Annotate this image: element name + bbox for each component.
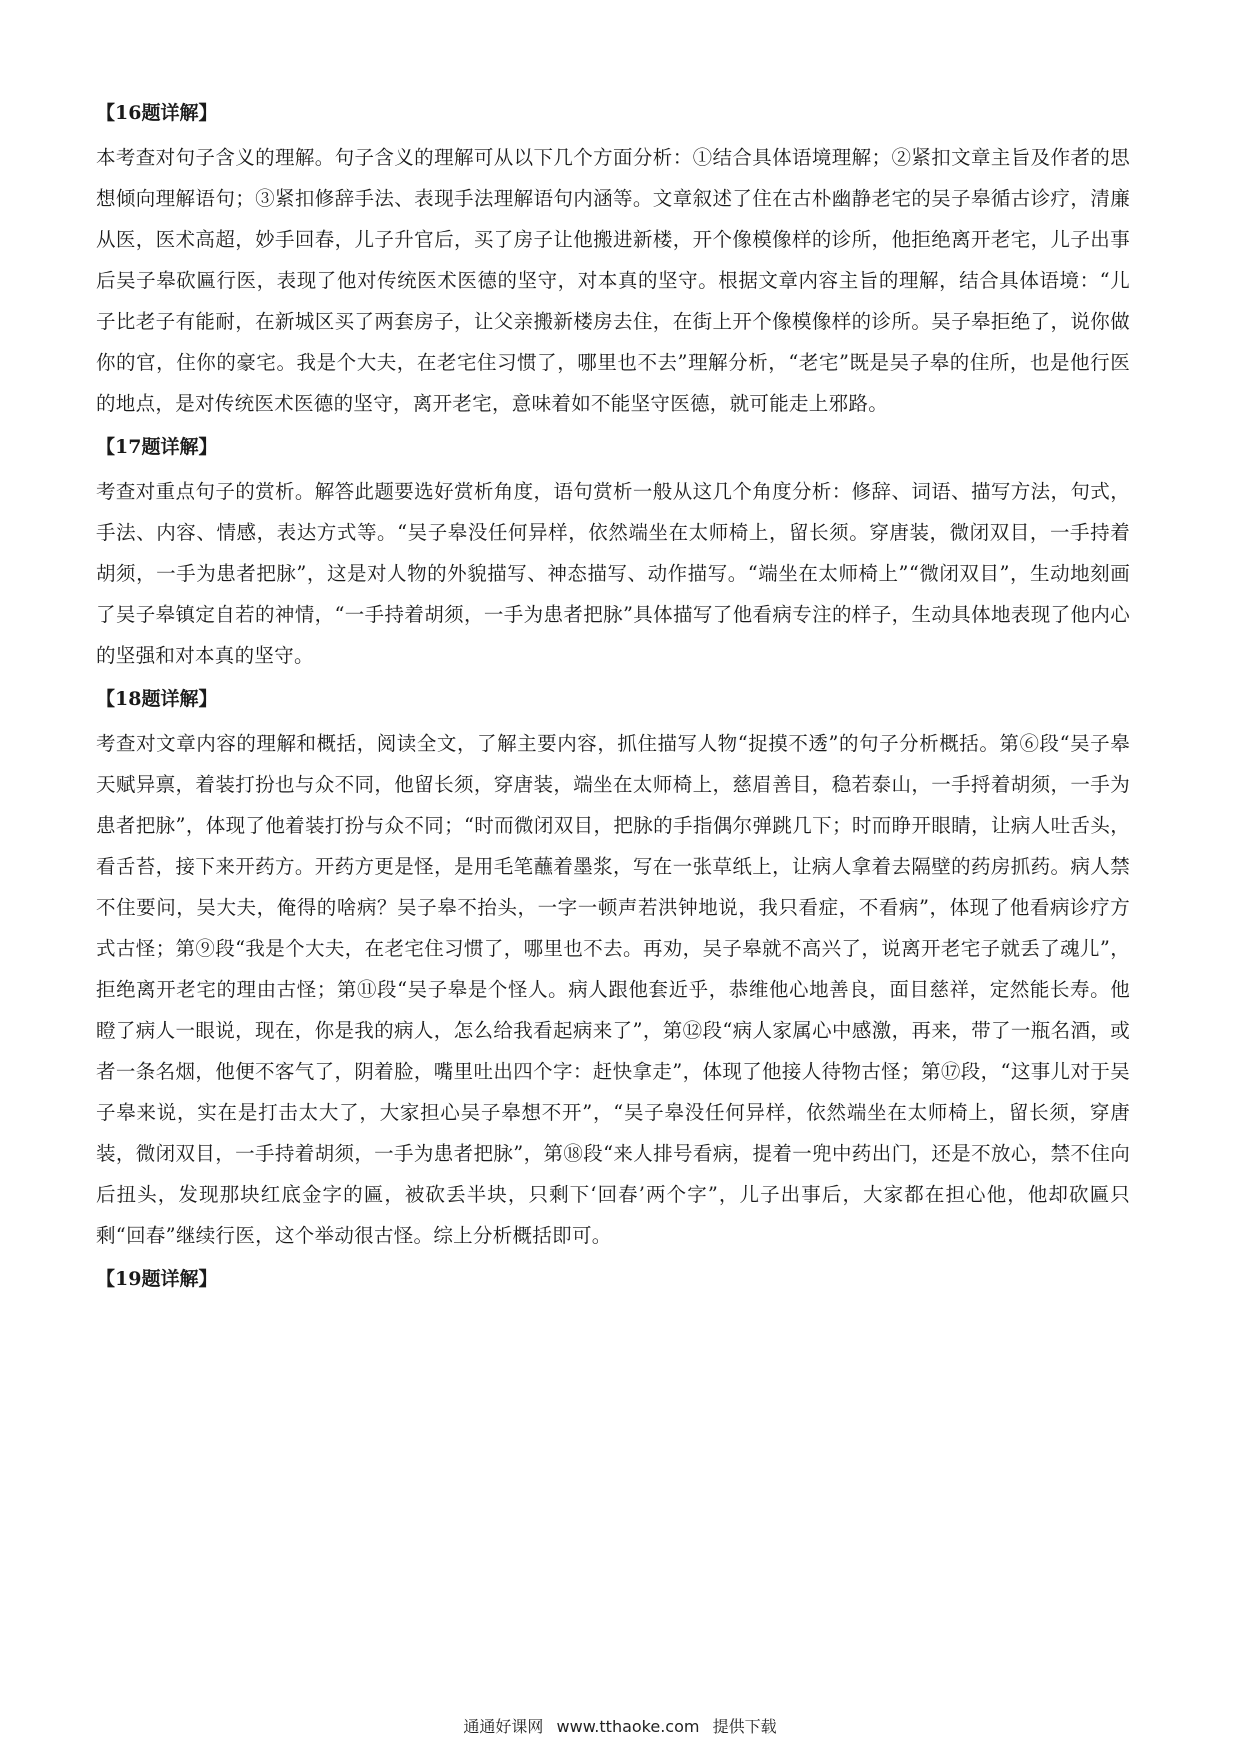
section-18: [96, 682, 1130, 1256]
footer-note: 提供下载: [712, 1717, 777, 1736]
section-heading: 【19题详解】: [96, 1268, 218, 1290]
section-body: 本考查对句子含义的理解。句子含义的理解可从以下几个方面分析：①结合具体语境理解；②紧扣文章主旨及作者的思想倾向理解语句；③紧扣修辞手法、表现手法理解语句内涵等。文章叙述了住在古朴幽静老宅的吴子皋循古诊疗，清廉从医，医术高超，妙手回春，儿子升官后，买了房子让他搬进新楼，开个像模像样的诊所，他拒绝离开老宅，儿子出事后吴子皋砍匾行医，表现了他对传统医术医德的坚守，对本真的坚守。根据文章内容主旨的理解，结合具体语境：“儿子比老子有能耐，在新城区买了两套房子，让父亲搬新楼房去住，在街上开个像模像样的诊所。吴子皋拒绝了，说你做你的官，住你的豪宅。我是个大夫，在老宅住习惯了，哪里也不去”理解分析，“老宅”既是吴子皋的住所，也是他行医的地点，是对传统医术医德的坚守，离开老宅，意味着如不能坚守医德，就可能走上邪路。: [96, 146, 1130, 415]
section-body: 考查对重点句子的赏析。解答此题要选好赏析角度，语句赏析一般从这几个角度分析：修辞、词语、描写方法，句式，手法、内容、情感，表达方式等。“吴子皋没任何异样，依然端坐在太师椅上，留长须。穿唐装，微闭双目，一手持着胡须，一手为患者把脉”，这是对人物的外貌描写、神态描写、动作描写。“端坐在太师椅上”“微闭双目”，生动地刻画了吴子皋镇定自若的神情，“一手持着胡须，一手为患者把脉”具体描写了他看病专注的样子，生动具体地表现了他内心的坚强和对本真的坚守。: [96, 480, 1130, 667]
section-heading: 【16题详解】: [96, 102, 218, 124]
section-heading: 【17题详解】: [96, 436, 218, 458]
page-footer: [0, 1714, 1240, 1737]
section-body: 考查对文章内容的理解和概括，阅读全文，了解主要内容，抓住描写人物“捉摸不透”的句子分析概括。第⑥段“吴子皋天赋异禀，着装打扮也与众不同，他留长须，穿唐装，端坐在太师椅上，慈眉善目，稳若泰山，一手捋着胡须，一手为患者把脉”，体现了他着装打扮与众不同；“时而微闭双目，把脉的手指偶尔弹跳几下；时而睁开眼睛，让病人吐舌头，看舌苔，接下来开药方。开药方更是怪，是用毛笔蘸着墨浆，写在一张草纸上，让病人拿着去隔壁的药房抓药。病人禁不住要问，吴大夫，俺得的啥病？吴子皋不抬头，一字一顿声若洪钟地说，我只看症，不看病”，体现了他看病诊疗方式古怪；第⑨段“我是个大夫，在老宅住习惯了，哪里也不去。再劝，吴子皋就不高兴了，说离开老宅子就丢了魂儿”，拒绝离开老宅的理由古怪；第⑪段“吴子皋是个怪人。病人跟他套近乎，恭维他心地善良，面目慈祥，定然能长寿。他瞪了病人一眼说，现在，你是我的病人，怎么给我看起病来了”，第⑫段“病人家属心中感激，再来，带了一瓶名酒，或者一条名烟，他便不客气了，阴着脸，嘴里吐出四个字：赶快拿走”，体现了他接人待物古怪；第⑰段，“这事儿对于吴子皋来说，实在是打击太大了，大家担心吴子皋想不开”，“吴子皋没任何异样，依然端坐在太师椅上，留长须，穿唐装，微闭双目，一手持着胡须，一手为患者把脉”，第⑱段“来人排号看病，提着一兜中药出门，还是不放心，禁不住向后扭头，发现那块红底金字的匾，被砍丢半块，只剩下‘回春’两个字”，儿子出事后，大家都在担心他，他却砍匾只剩“回春”继续行医，这个举动很古怪。综上分析概括即可。: [96, 732, 1130, 1247]
section-17: [96, 430, 1130, 676]
document-page: [96, 96, 1130, 1303]
footer-site-name: 通通好课网: [463, 1717, 544, 1736]
section-16: [96, 96, 1130, 424]
section-heading: 【18题详解】: [96, 688, 218, 710]
footer-url[interactable]: www.tthaoke.com: [556, 1717, 700, 1736]
section-19: [96, 1262, 1130, 1296]
